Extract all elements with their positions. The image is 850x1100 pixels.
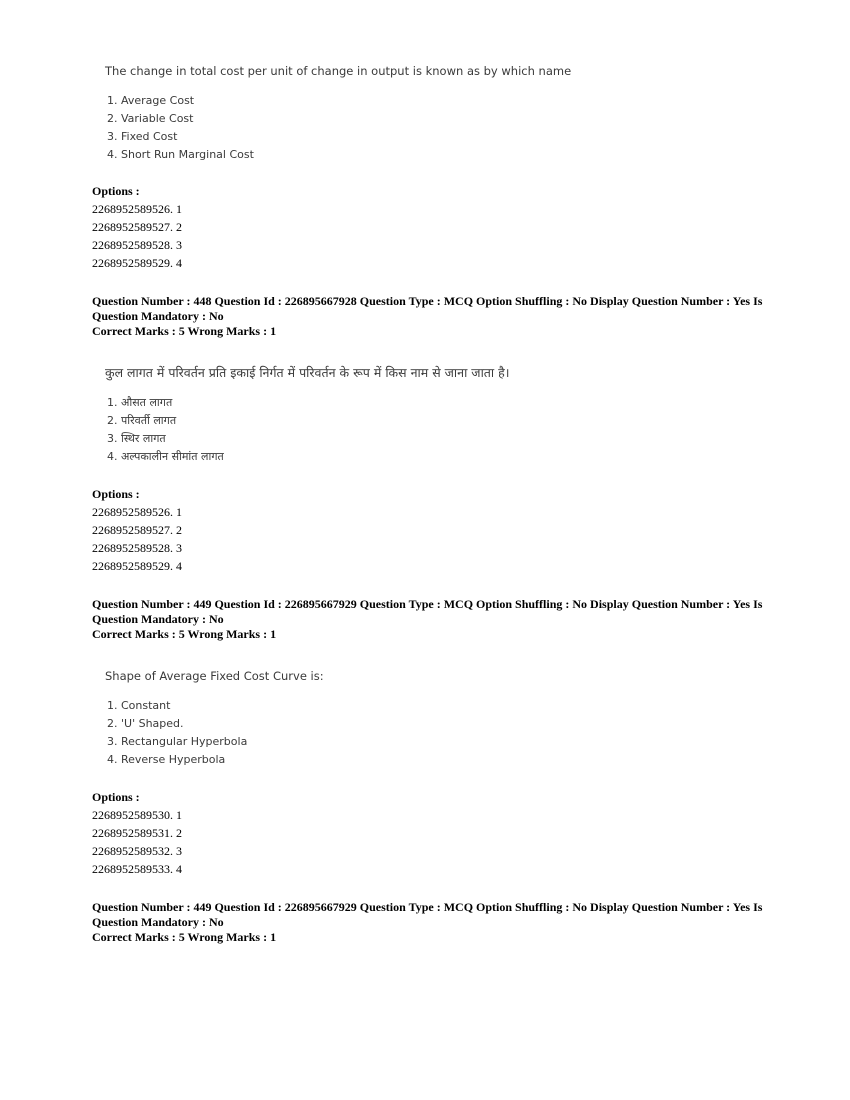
choice-item: 2. Variable Cost <box>107 112 194 125</box>
option-id: 2268952589532. 3 <box>92 844 182 858</box>
choice-item: 2. परिवर्ती लागत <box>107 414 177 427</box>
option-id: 2268952589531. 2 <box>92 826 182 840</box>
choice-item: 1. Constant <box>107 699 171 712</box>
question-text: Shape of Average Fixed Cost Curve is: <box>105 669 324 683</box>
options-label: Options : <box>92 790 140 804</box>
choice-item: 2. 'U' Shaped. <box>107 717 184 730</box>
choice-item: 4. अल्पकालीन सीमांत लागत <box>107 450 224 463</box>
option-id: 2268952589529. 4 <box>92 559 182 573</box>
choice-item: 4. Short Run Marginal Cost <box>107 148 254 161</box>
option-id: 2268952589529. 4 <box>92 256 182 270</box>
marks-line: Correct Marks : 5 Wrong Marks : 1 <box>92 627 277 641</box>
option-id: 2268952589527. 2 <box>92 220 182 234</box>
marks-line: Correct Marks : 5 Wrong Marks : 1 <box>92 324 277 338</box>
choice-item: 3. Rectangular Hyperbola <box>107 735 248 748</box>
marks-line: Correct Marks : 5 Wrong Marks : 1 <box>92 930 277 944</box>
option-id: 2268952589533. 4 <box>92 862 182 876</box>
options-list <box>92 806 182 878</box>
choice-item: 3. स्थिर लागत <box>107 432 166 445</box>
option-id: 2268952589527. 2 <box>92 523 182 537</box>
choice-item: 1. औसत लागत <box>107 396 173 409</box>
option-id: 2268952589526. 1 <box>92 202 182 216</box>
question-meta: Question Number : 449 Question Id : 226895667929 Question Type : MCQ Option Shuffling : No Display Question Number : Yes Is Question Mandatory : No <box>92 597 763 626</box>
options-list <box>92 503 182 575</box>
question-meta: Question Number : 448 Question Id : 226895667928 Question Type : MCQ Option Shuffling : No Display Question Number : Yes Is Question Mandatory : No <box>92 294 763 323</box>
options-list <box>92 200 182 272</box>
question-text: कुल लागत में परिवर्तन प्रति इकाई निर्गत में परिवर्तन के रूप में किस नाम से जाना जाता है। <box>105 365 510 380</box>
option-id: 2268952589530. 1 <box>92 808 182 822</box>
choice-list <box>107 394 224 466</box>
choice-item: 3. Fixed Cost <box>107 130 178 143</box>
choice-list <box>107 697 247 769</box>
choice-list <box>107 92 254 164</box>
choice-item: 4. Reverse Hyperbola <box>107 753 226 766</box>
question-meta: Question Number : 449 Question Id : 226895667929 Question Type : MCQ Option Shuffling : No Display Question Number : Yes Is Question Mandatory : No <box>92 900 763 929</box>
question-text: The change in total cost per unit of change in output is known as by which name <box>105 64 572 78</box>
options-label: Options : <box>92 184 140 198</box>
option-id: 2268952589528. 3 <box>92 541 182 555</box>
choice-item: 1. Average Cost <box>107 94 195 107</box>
option-id: 2268952589528. 3 <box>92 238 182 252</box>
option-id: 2268952589526. 1 <box>92 505 182 519</box>
options-label: Options : <box>92 487 140 501</box>
